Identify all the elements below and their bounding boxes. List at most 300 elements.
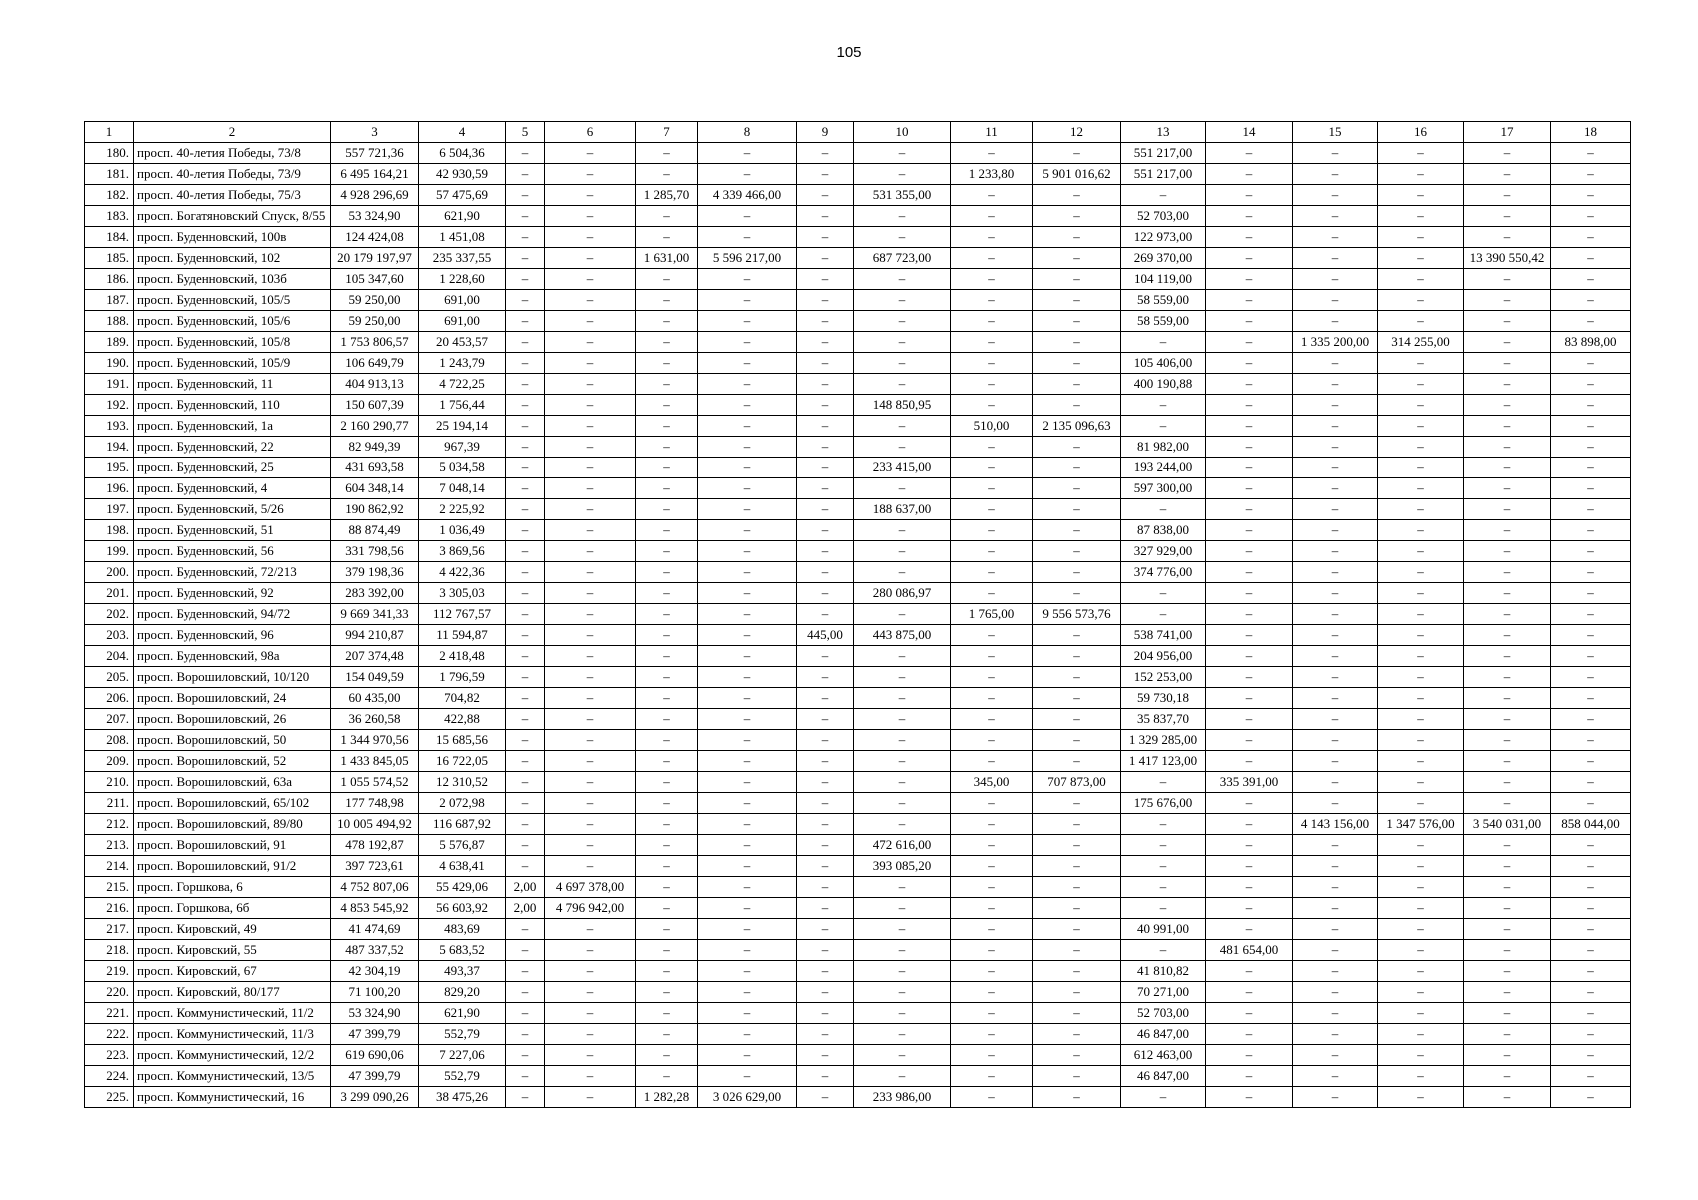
address-cell: просп. Буденновский, 105/8 (134, 331, 331, 352)
value-cell: – (636, 751, 698, 772)
value-cell: – (1378, 268, 1464, 289)
table-row (85, 1086, 1631, 1107)
value-cell: 687 723,00 (854, 247, 951, 268)
address-cell: просп. Ворошиловский, 65/102 (134, 793, 331, 814)
value-cell: – (797, 688, 854, 709)
value-cell: – (797, 226, 854, 247)
value-cell: – (854, 688, 951, 709)
value-cell: – (506, 373, 545, 394)
value-cell: – (854, 646, 951, 667)
value-cell: 1 765,00 (951, 604, 1033, 625)
table-row (85, 373, 1631, 394)
address-cell: просп. Буденновский, 5/26 (134, 499, 331, 520)
value-cell: – (951, 855, 1033, 876)
value-cell: – (1378, 226, 1464, 247)
value-cell: – (1206, 1044, 1293, 1065)
value-cell: – (1033, 625, 1121, 646)
value-cell: – (636, 625, 698, 646)
value-cell: – (854, 1002, 951, 1023)
value-cell: – (951, 834, 1033, 855)
value-cell: – (1206, 184, 1293, 205)
row-number-cell: 187. (85, 289, 134, 310)
value-cell: – (1551, 960, 1631, 981)
value-cell: – (1464, 772, 1551, 793)
value-cell: – (797, 751, 854, 772)
table-row (85, 1044, 1631, 1065)
row-number-cell: 184. (85, 226, 134, 247)
value-cell: – (1378, 939, 1464, 960)
value-cell: – (1293, 415, 1378, 436)
row-number-cell: 185. (85, 247, 134, 268)
value-cell: – (1551, 1044, 1631, 1065)
value-cell: 40 991,00 (1121, 918, 1206, 939)
row-number-cell: 196. (85, 478, 134, 499)
value-cell: – (1464, 709, 1551, 730)
value-cell: – (1033, 541, 1121, 562)
value-cell: – (636, 709, 698, 730)
value-cell: – (1033, 667, 1121, 688)
value-cell: – (951, 436, 1033, 457)
value-cell: – (1121, 876, 1206, 897)
value-cell: – (854, 226, 951, 247)
value-cell: – (1378, 541, 1464, 562)
value-cell: – (1206, 793, 1293, 814)
value-cell: – (951, 981, 1033, 1002)
value-cell: – (545, 772, 636, 793)
value-cell: – (854, 981, 951, 1002)
value-cell: – (1206, 247, 1293, 268)
value-cell: – (1551, 625, 1631, 646)
value-cell: – (1551, 709, 1631, 730)
value-cell: – (951, 1002, 1033, 1023)
value-cell: – (1378, 184, 1464, 205)
value-cell: – (1293, 541, 1378, 562)
value-cell: 994 210,87 (331, 625, 419, 646)
value-cell: – (951, 289, 1033, 310)
value-cell: – (1033, 730, 1121, 751)
row-number-cell: 219. (85, 960, 134, 981)
value-cell: – (797, 709, 854, 730)
value-cell: – (1551, 457, 1631, 478)
value-cell: – (797, 415, 854, 436)
value-cell: 190 862,92 (331, 499, 419, 520)
table-row (85, 688, 1631, 709)
value-cell: – (1378, 310, 1464, 331)
address-cell: просп. Коммунистический, 12/2 (134, 1044, 331, 1065)
value-cell: – (698, 793, 797, 814)
value-cell: 691,00 (419, 310, 506, 331)
value-cell: – (1206, 646, 1293, 667)
value-cell: – (1206, 562, 1293, 583)
value-cell: – (1464, 520, 1551, 541)
value-cell: – (698, 205, 797, 226)
value-cell: – (797, 855, 854, 876)
value-cell: – (1121, 184, 1206, 205)
table-row (85, 142, 1631, 163)
value-cell: – (506, 499, 545, 520)
address-cell: просп. Буденновский, 11 (134, 373, 331, 394)
value-cell: – (545, 373, 636, 394)
value-cell: – (1206, 268, 1293, 289)
value-cell: – (951, 1023, 1033, 1044)
value-cell: – (951, 625, 1033, 646)
value-cell: – (1293, 939, 1378, 960)
value-cell: – (506, 646, 545, 667)
value-cell: – (636, 1044, 698, 1065)
value-cell: – (1033, 268, 1121, 289)
table-row (85, 562, 1631, 583)
value-cell: – (951, 352, 1033, 373)
value-cell: – (1378, 751, 1464, 772)
value-cell: – (1293, 1002, 1378, 1023)
value-cell: 9 669 341,33 (331, 604, 419, 625)
address-cell: просп. Коммунистический, 11/3 (134, 1023, 331, 1044)
value-cell: – (698, 876, 797, 897)
value-cell: – (1551, 751, 1631, 772)
value-cell: 1 347 576,00 (1378, 813, 1464, 834)
value-cell: 59 250,00 (331, 310, 419, 331)
value-cell: – (1464, 688, 1551, 709)
value-cell: – (1033, 562, 1121, 583)
value-cell: – (1378, 352, 1464, 373)
value-cell: – (1551, 583, 1631, 604)
value-cell: – (506, 457, 545, 478)
value-cell: – (1206, 163, 1293, 184)
value-cell: – (698, 918, 797, 939)
value-cell: 25 194,14 (419, 415, 506, 436)
value-cell: – (1121, 394, 1206, 415)
value-cell: – (1293, 688, 1378, 709)
value-cell: 4 796 942,00 (545, 897, 636, 918)
value-cell: – (1551, 793, 1631, 814)
value-cell: – (545, 436, 636, 457)
value-cell: – (1551, 436, 1631, 457)
value-cell: – (545, 331, 636, 352)
value-cell: 47 399,79 (331, 1065, 419, 1086)
value-cell: 604 348,14 (331, 478, 419, 499)
address-cell: просп. Буденновский, 103б (134, 268, 331, 289)
value-cell: – (1033, 247, 1121, 268)
value-cell: – (698, 834, 797, 855)
header-row (85, 122, 1631, 143)
value-cell: – (1551, 373, 1631, 394)
value-cell: 1 329 285,00 (1121, 730, 1206, 751)
value-cell: – (636, 562, 698, 583)
value-cell: – (1121, 813, 1206, 834)
value-cell: – (1206, 1065, 1293, 1086)
value-cell: 858 044,00 (1551, 813, 1631, 834)
value-cell: 483,69 (419, 918, 506, 939)
value-cell: 16 722,05 (419, 751, 506, 772)
value-cell: – (545, 1065, 636, 1086)
value-cell: – (636, 541, 698, 562)
value-cell: 46 847,00 (1121, 1065, 1206, 1086)
value-cell: – (1378, 499, 1464, 520)
address-cell: просп. Горшкова, 6 (134, 876, 331, 897)
value-cell: – (1033, 897, 1121, 918)
value-cell: – (1464, 184, 1551, 205)
value-cell: – (1033, 226, 1121, 247)
value-cell: 967,39 (419, 436, 506, 457)
value-cell: 3 540 031,00 (1464, 813, 1551, 834)
value-cell: – (854, 772, 951, 793)
value-cell: – (1033, 1044, 1121, 1065)
column-number-header: 6 (545, 122, 636, 143)
value-cell: – (1293, 205, 1378, 226)
table-row (85, 897, 1631, 918)
row-number-cell: 189. (85, 331, 134, 352)
value-cell: 1 233,80 (951, 163, 1033, 184)
value-cell: – (797, 667, 854, 688)
address-cell: просп. Буденновский, 4 (134, 478, 331, 499)
value-cell: – (797, 289, 854, 310)
value-cell: – (797, 520, 854, 541)
row-number-cell: 211. (85, 793, 134, 814)
value-cell: – (698, 667, 797, 688)
address-cell: просп. Буденновский, 98а (134, 646, 331, 667)
value-cell: – (1464, 541, 1551, 562)
row-number-cell: 181. (85, 163, 134, 184)
value-cell: – (506, 667, 545, 688)
value-cell: – (1206, 394, 1293, 415)
row-number-cell: 223. (85, 1044, 134, 1065)
value-cell: 46 847,00 (1121, 1023, 1206, 1044)
value-cell: – (698, 562, 797, 583)
value-cell: – (698, 604, 797, 625)
value-cell: – (1033, 981, 1121, 1002)
value-cell: – (1293, 604, 1378, 625)
value-cell: – (951, 478, 1033, 499)
value-cell: – (797, 1086, 854, 1107)
value-cell: – (797, 541, 854, 562)
value-cell: – (797, 939, 854, 960)
value-cell: 4 422,36 (419, 562, 506, 583)
value-cell: 4 722,25 (419, 373, 506, 394)
column-number-header: 10 (854, 122, 951, 143)
value-cell: – (636, 331, 698, 352)
address-cell: просп. Ворошиловский, 26 (134, 709, 331, 730)
value-cell: 20 453,57 (419, 331, 506, 352)
value-cell: 20 179 197,97 (331, 247, 419, 268)
value-cell: 82 949,39 (331, 436, 419, 457)
value-cell: – (545, 981, 636, 1002)
value-cell: – (797, 310, 854, 331)
value-cell: 612 463,00 (1121, 1044, 1206, 1065)
value-cell: – (506, 205, 545, 226)
value-cell: – (1206, 499, 1293, 520)
value-cell: – (1293, 981, 1378, 1002)
value-cell: – (698, 939, 797, 960)
value-cell: – (1033, 1002, 1121, 1023)
value-cell: 6 495 164,21 (331, 163, 419, 184)
value-cell: – (797, 960, 854, 981)
value-cell: – (1464, 331, 1551, 352)
value-cell: – (854, 939, 951, 960)
value-cell: – (1378, 834, 1464, 855)
value-cell: – (797, 583, 854, 604)
table-row (85, 813, 1631, 834)
value-cell: 112 767,57 (419, 604, 506, 625)
value-cell: – (636, 478, 698, 499)
value-cell: 1 433 845,05 (331, 751, 419, 772)
value-cell: – (1293, 897, 1378, 918)
value-cell: – (1293, 499, 1378, 520)
value-cell: – (506, 855, 545, 876)
value-cell: – (1033, 876, 1121, 897)
value-cell: – (1378, 415, 1464, 436)
row-number-cell: 188. (85, 310, 134, 331)
value-cell: – (698, 499, 797, 520)
column-number-header: 12 (1033, 122, 1121, 143)
value-cell: 538 741,00 (1121, 625, 1206, 646)
value-cell: – (1293, 751, 1378, 772)
value-cell: – (636, 688, 698, 709)
value-cell: 41 810,82 (1121, 960, 1206, 981)
address-cell: просп. Кировский, 67 (134, 960, 331, 981)
value-cell: – (1293, 1023, 1378, 1044)
value-cell: – (506, 268, 545, 289)
value-cell: – (698, 751, 797, 772)
table-row (85, 583, 1631, 604)
value-cell: – (1206, 960, 1293, 981)
row-number-cell: 214. (85, 855, 134, 876)
value-cell: – (854, 1044, 951, 1065)
value-cell: – (797, 1044, 854, 1065)
value-cell: – (1293, 352, 1378, 373)
row-number-cell: 213. (85, 834, 134, 855)
row-number-cell: 207. (85, 709, 134, 730)
value-cell: 1 055 574,52 (331, 772, 419, 793)
value-cell: – (854, 604, 951, 625)
value-cell: – (951, 205, 1033, 226)
address-cell: просп. Богатяновский Спуск, 8/55 (134, 205, 331, 226)
value-cell: – (545, 415, 636, 436)
table-row (85, 1065, 1631, 1086)
value-cell: 58 559,00 (1121, 289, 1206, 310)
table-row (85, 604, 1631, 625)
value-cell: – (1121, 583, 1206, 604)
value-cell: – (636, 436, 698, 457)
value-cell: – (545, 163, 636, 184)
table-row (85, 981, 1631, 1002)
value-cell: – (636, 394, 698, 415)
address-cell: просп. Ворошиловский, 24 (134, 688, 331, 709)
value-cell: 431 693,58 (331, 457, 419, 478)
value-cell: – (636, 520, 698, 541)
value-cell: – (1206, 667, 1293, 688)
address-cell: просп. Буденновский, 96 (134, 625, 331, 646)
value-cell: 4 752 807,06 (331, 876, 419, 897)
value-cell: – (545, 793, 636, 814)
value-cell: – (545, 226, 636, 247)
value-cell: – (1121, 499, 1206, 520)
value-cell: – (1206, 876, 1293, 897)
value-cell: – (1121, 897, 1206, 918)
value-cell: – (1551, 1065, 1631, 1086)
value-cell: – (1206, 604, 1293, 625)
value-cell: – (1033, 1086, 1121, 1107)
table-row (85, 520, 1631, 541)
value-cell: – (1206, 855, 1293, 876)
value-cell: 7 048,14 (419, 478, 506, 499)
value-cell: – (1464, 1065, 1551, 1086)
address-cell: просп. Ворошиловский, 89/80 (134, 813, 331, 834)
table-row (85, 876, 1631, 897)
value-cell: – (698, 415, 797, 436)
value-cell: – (1464, 226, 1551, 247)
row-number-cell: 224. (85, 1065, 134, 1086)
value-cell: – (854, 520, 951, 541)
value-cell: – (636, 981, 698, 1002)
row-number-cell: 202. (85, 604, 134, 625)
value-cell: 3 299 090,26 (331, 1086, 419, 1107)
value-cell: – (797, 646, 854, 667)
value-cell: – (797, 247, 854, 268)
value-cell: – (545, 625, 636, 646)
value-cell: 5 596 217,00 (698, 247, 797, 268)
value-cell: – (545, 667, 636, 688)
column-number-header: 16 (1378, 122, 1464, 143)
value-cell: – (1378, 1023, 1464, 1044)
value-cell: – (1293, 310, 1378, 331)
value-cell: – (797, 142, 854, 163)
value-cell: – (1464, 730, 1551, 751)
value-cell: 152 253,00 (1121, 667, 1206, 688)
value-cell: – (1293, 478, 1378, 499)
value-cell: – (698, 289, 797, 310)
value-cell: – (545, 730, 636, 751)
value-cell: – (636, 310, 698, 331)
value-cell: – (797, 268, 854, 289)
row-number-cell: 215. (85, 876, 134, 897)
value-cell: – (1293, 1065, 1378, 1086)
value-cell: 71 100,20 (331, 981, 419, 1002)
value-cell: – (1206, 541, 1293, 562)
value-cell: 397 723,61 (331, 855, 419, 876)
row-number-cell: 180. (85, 142, 134, 163)
value-cell: 280 086,97 (854, 583, 951, 604)
value-cell: – (1121, 415, 1206, 436)
value-cell: – (1378, 897, 1464, 918)
value-cell: – (1464, 834, 1551, 855)
value-cell: – (1293, 184, 1378, 205)
value-cell: – (1551, 1002, 1631, 1023)
value-cell: 691,00 (419, 289, 506, 310)
value-cell: – (1206, 918, 1293, 939)
value-cell: – (1121, 855, 1206, 876)
table-row (85, 709, 1631, 730)
value-cell: 2,00 (506, 897, 545, 918)
table-row (85, 751, 1631, 772)
value-cell: – (545, 205, 636, 226)
value-cell: – (1033, 646, 1121, 667)
value-cell: 621,90 (419, 205, 506, 226)
value-cell: 619 690,06 (331, 1044, 419, 1065)
value-cell: – (951, 499, 1033, 520)
value-cell: – (797, 813, 854, 834)
value-cell: – (1206, 331, 1293, 352)
value-cell: – (797, 897, 854, 918)
value-cell: – (1464, 562, 1551, 583)
value-cell: – (1206, 415, 1293, 436)
value-cell: 106 649,79 (331, 352, 419, 373)
value-cell: – (1293, 457, 1378, 478)
value-cell: – (1293, 268, 1378, 289)
value-cell: – (545, 1086, 636, 1107)
value-cell: – (951, 793, 1033, 814)
address-cell: просп. Коммунистический, 13/5 (134, 1065, 331, 1086)
value-cell: 53 324,90 (331, 1002, 419, 1023)
